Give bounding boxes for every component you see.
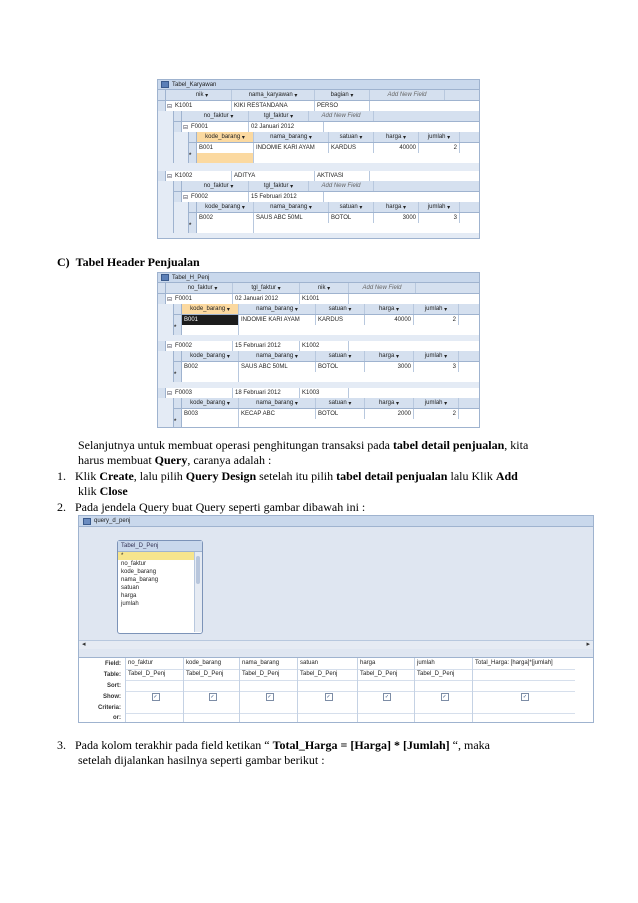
collapse-icon[interactable]: ⊟ [166,173,173,180]
table-row[interactable]: B002 SAUS ABC 50ML BOTOL 3000 3 [189,213,479,223]
query-tab[interactable]: query_d_penj [79,516,593,527]
table-row[interactable]: ⊟ F0002 15 Februari 2012 K1002 [158,341,479,351]
h-penj-tab[interactable]: Tabel_H_Penj [158,273,479,283]
faktur-subdatasheet: no_faktur ▾ tgl_faktur ▾ Add New Field ⊟ F0002 15 Februari 2012 kode_barang ▾ nama_barang ▾ satuan ▾ harga ▾ jumlah ▾ B002 SAUS ABC 50ML BOTOL 3000 3 * [173,181,479,233]
collapse-icon[interactable]: ⊟ [166,296,173,303]
new-record-row[interactable]: * [174,372,479,382]
grid-row-show: Show: ✓ ✓ ✓ ✓ ✓ ✓ ✓ [79,691,593,702]
header-penjualan-screenshot [157,272,480,428]
grid-field-cell[interactable]: nama_barang [239,658,297,670]
karyawan-tab[interactable] [158,80,479,90]
table-row[interactable]: ⊟ K1002 ADITYA AKTIVASI [158,171,479,181]
detail-subdatasheet: kode_barang ▾ nama_barang ▾ satuan ▾ harga ▾ jumlah ▾ B002 SAUS ABC 50ML BOTOL 3000 3 * [173,351,479,382]
table-icon [161,81,169,88]
table-box-scrollbar[interactable] [194,552,202,632]
show-checkbox[interactable]: ✓ [153,693,158,700]
detail-subdatasheet: kode_barang ▾ nama_barang ▾ satuan ▾ harga ▾ jumlah ▾ B001 INDOMIE KARI AYAM KARDUS 40000 2 * [188,132,479,163]
faktur-subdatasheet: no_faktur ▾ tgl_faktur ▾ Add New Field ⊟ F0001 02 Januari 2012 kode_barang ▾ nama_barang ▾ satuan ▾ harga ▾ jumlah ▾ B001 INDOMIE KARI AYAM KARDUS 40000 2 * [173,111,479,163]
karyawan-table-screenshot [157,79,480,239]
grid-field-cell[interactable]: kode_barang [183,658,239,670]
table-row[interactable]: B001 INDOMIE KARI AYAM KARDUS 40000 2 [174,315,479,325]
table-row[interactable]: ⊟ F0003 18 Februari 2012 K1003 [158,388,479,398]
step-2: 2. Pada jendela Query buat Query seperti gambar dibawah ini : [57,500,366,514]
grid-row-field: Field: no_faktur kode_barang nama_barang satuan harga jumlah Total_Harga: [harga]*[jumlah] [79,658,593,669]
new-record-row[interactable]: * [189,223,479,233]
show-checkbox[interactable]: ✓ [522,693,528,700]
collapse-icon[interactable]: ⊟ [182,124,189,131]
karyawan-header-row [158,90,479,101]
grid-row-or: or: [79,713,593,722]
scroll-right-icon[interactable]: ▸ [586,641,590,648]
grid-row-criteria: Criteria: [79,702,593,713]
section-c-heading: C) Tabel Header Penjualan [57,255,200,269]
grid-field-cell[interactable]: harga [357,658,414,670]
new-record-row[interactable]: * [174,419,479,428]
grid-field-cell[interactable]: no_faktur [125,658,183,670]
intro-paragraph: Selanjutnya untuk membuat operasi penghitungan transaksi pada tabel detail penjualan, kita harus membuat Query, caranya adalah : [78,438,529,467]
field-nama-barang[interactable]: nama_barang [121,577,159,583]
collapse-icon[interactable]: ⊟ [166,103,173,110]
table-row[interactable]: ⊟ F0001 02 Januari 2012 K1001 [158,294,479,304]
show-checkbox[interactable]: ✓ [442,693,447,700]
new-record-row[interactable]: * [174,325,479,335]
collapse-icon[interactable]: ⊟ [166,390,173,397]
table-row[interactable]: B003 KECAP ABC BOTOL 2000 2 [174,409,479,419]
col-bagian[interactable]: bagian ▾ [315,90,370,100]
grid-field-cell[interactable]: jumlah [414,658,472,670]
col-nama-karyawan[interactable]: nama_karyawan ▾ [232,90,315,100]
query-icon [83,518,91,525]
grid-row-sort: Sort: [79,680,593,691]
new-record-row[interactable]: * [189,153,479,163]
step-3: 3. Pada kolom terakhir pada field ketikan “ Total_Harga = [Harga] * [Jumlah] “, maka setelah dijalankan hasilnya seperti gambar berikut : [57,738,490,767]
query-design-grid [79,657,593,722]
h-penj-header-row: no_faktur ▾ tgl_faktur ▾ nik ▾ Add New Field [158,283,479,294]
karyawan-tab-label: Tabel_Karyawan [172,81,217,88]
table-row[interactable]: B002 SAUS ABC 50ML BOTOL 3000 3 [174,362,479,372]
table-row[interactable]: B001 INDOMIE KARI AYAM KARDUS 40000 2 [189,143,479,153]
field-no-faktur[interactable]: no_faktur [121,561,147,567]
show-checkbox[interactable]: ✓ [384,693,390,700]
table-box-tabel-d-penj[interactable]: Tabel_D_Penj * no_faktur kode_barang nama_barang satuan harga jumlah [117,540,203,634]
table-icon [161,274,169,281]
collapse-icon[interactable]: ⊟ [182,194,189,201]
detail-subdatasheet: kode_barang ▾ nama_barang ▾ satuan ▾ harga ▾ jumlah ▾ B002 SAUS ABC 50ML BOTOL 3000 3 * [188,202,479,233]
col-nik[interactable]: nik ▾ [173,90,232,100]
step-1: 1. Klik Create, lalu pilih Query Design setelah itu pilih tabel detail penjualan lalu Klik Add klik Close [57,469,518,498]
grid-field-cell[interactable]: satuan [297,658,357,670]
show-checkbox[interactable]: ✓ [210,693,215,700]
scroll-left-icon[interactable]: ◂ [82,641,86,648]
collapse-icon[interactable]: ⊟ [166,343,173,350]
field-harga[interactable]: harga [121,593,137,599]
detail-subdatasheet: kode_barang ▾ nama_barang ▾ satuan ▾ harga ▾ jumlah ▾ B001 INDOMIE KARI AYAM KARDUS 40000 2 * [173,304,479,335]
field-kode-barang[interactable]: kode_barang [121,569,157,575]
table-row[interactable]: ⊟ K1001 KIKI RESTANDANA PERSO [158,101,479,111]
detail-subdatasheet: kode_barang ▾ nama_barang ▾ satuan ▾ harga ▾ jumlah ▾ B003 KECAP ABC BOTOL 2000 2 * [173,398,479,428]
query-designer-screenshot [78,515,594,723]
field-satuan[interactable]: satuan [121,585,140,591]
table-row[interactable]: ⊟ F0001 02 Januari 2012 [174,122,479,132]
table-row[interactable]: ⊟ F0002 15 Februari 2012 [174,192,479,202]
field-all[interactable]: * [118,552,194,560]
show-checkbox[interactable]: ✓ [267,693,272,700]
add-new-field[interactable]: Add New Field [370,90,445,100]
upper-pane-scrollbar[interactable] [79,640,593,649]
grid-row-table: Table: Tabel_D_Penj Tabel_D_Penj Tabel_D_Penj Tabel_D_Penj Tabel_D_Penj Tabel_D_Penj [79,669,593,680]
show-checkbox[interactable]: ✓ [326,693,331,700]
field-jumlah[interactable]: jumlah [121,601,139,607]
grid-field-cell-total-harga[interactable]: Total_Harga: [harga]*[jumlah] [472,658,575,670]
